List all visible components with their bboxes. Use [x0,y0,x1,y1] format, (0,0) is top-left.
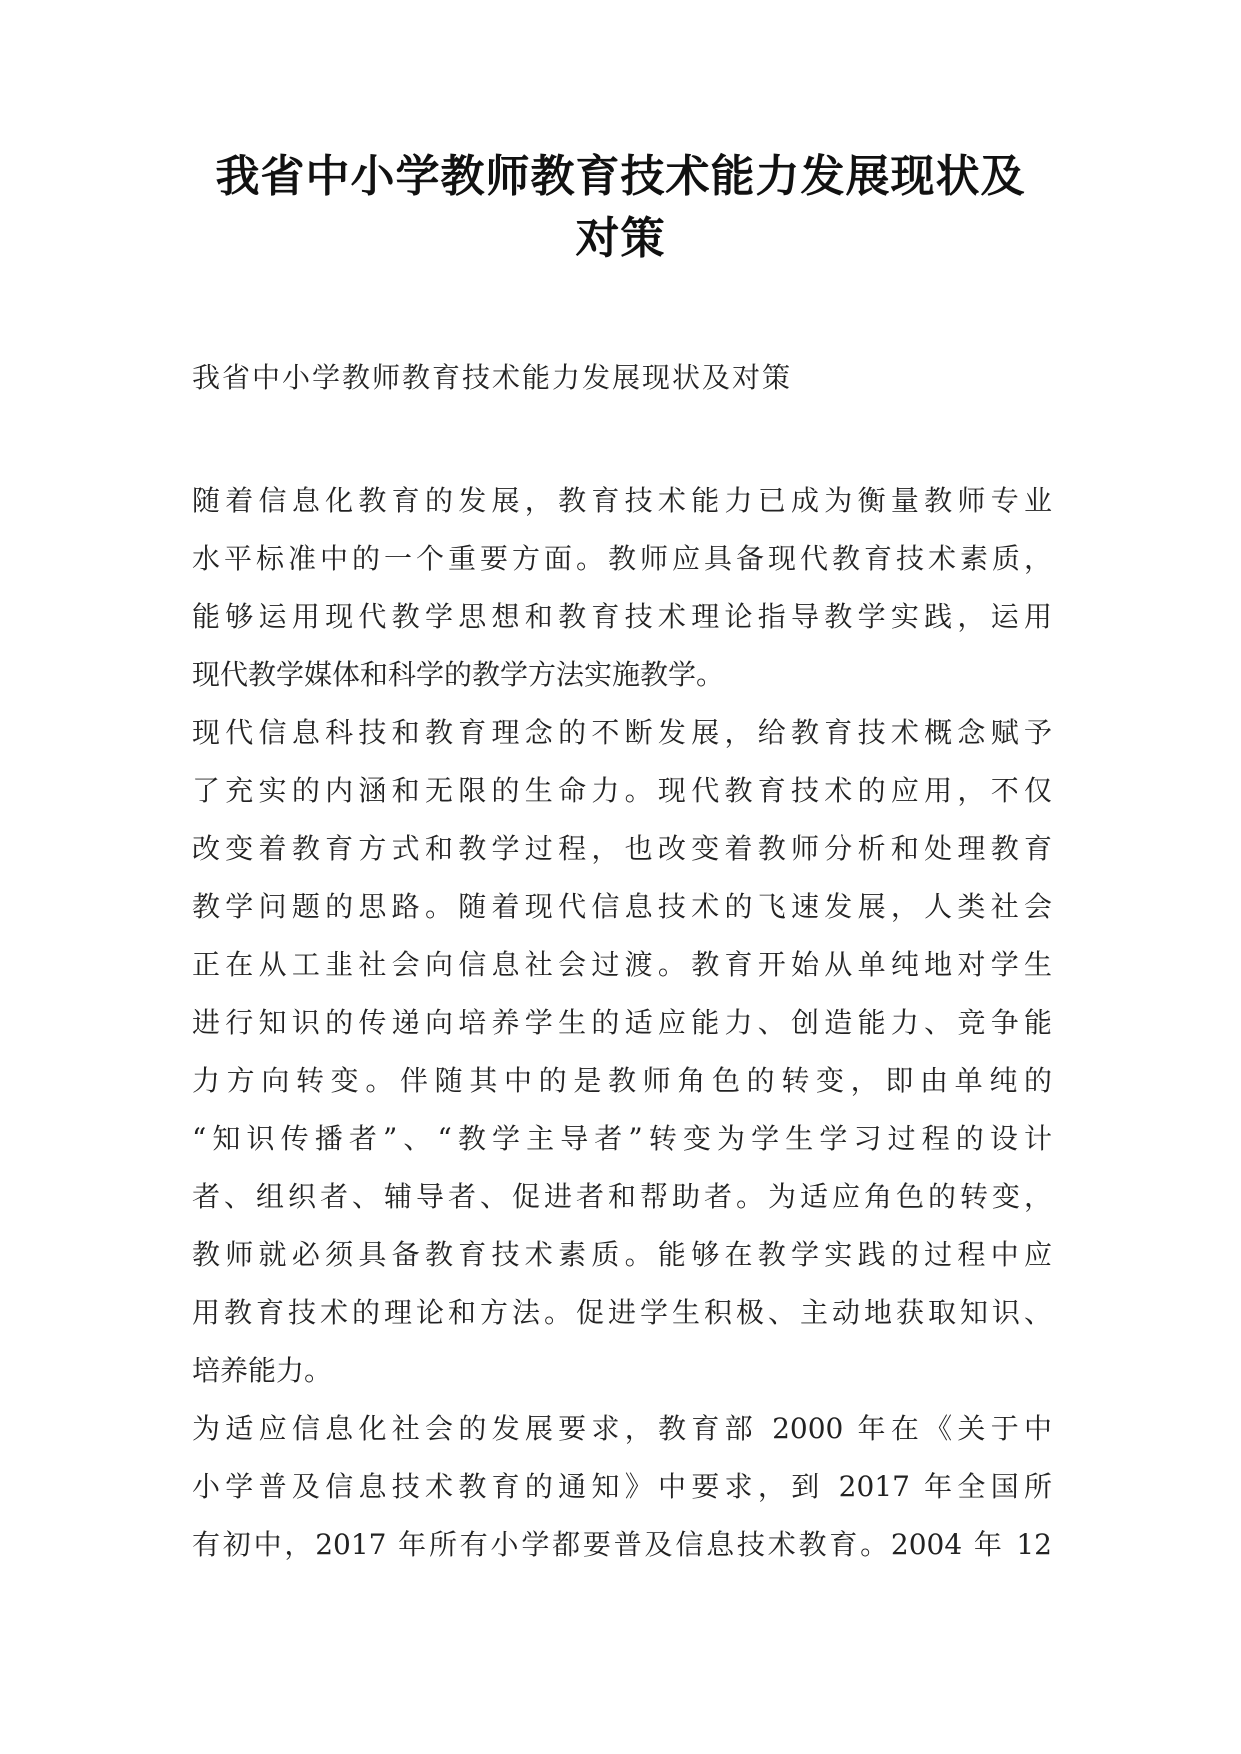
text-line: 能够运用现代教学思想和教育技术理论指导教学实践，运用 [192,600,1052,633]
text-line: 了充实的内涵和无限的生命力。现代教育技术的应用，不仅 [192,774,1052,807]
document-title [150,146,1091,270]
text-line: 为适应信息化社会的发展要求，教育部 2000 年在《关于中 [192,1412,1052,1445]
title-line-2: 对策 [575,213,666,264]
text-line: 者、组织者、辅导者、促进者和帮助者。为适应角色的转变， [192,1180,1052,1213]
text-line: 培养能力。 [192,1354,333,1387]
text-line: 进行知识的传递向培养学生的适应能力、创造能力、竞争能 [192,1006,1052,1039]
text-line: 小学普及信息技术教育的通知》中要求，到 2017 年全国所 [192,1470,1052,1503]
text-line: 水平标准中的一个重要方面。教师应具备现代教育技术素质， [192,542,1052,575]
text-line: 改变着教育方式和教学过程，也改变着教师分析和处理教育 [192,832,1052,865]
text-line: 教师就必须具备教育技术素质。能够在教学实践的过程中应 [192,1238,1052,1271]
text-line: 教学问题的思路。随着现代信息技术的飞速发展，人类社会 [192,890,1052,923]
text-line: 力方向转变。伴随其中的是教师角色的转变，即由单纯的 [192,1064,1052,1097]
text-line: 现代信息科技和教育理念的不断发展，给教育技术概念赋予 [192,716,1052,749]
text-line: 现代教学媒体和科学的教学方法实施教学。 [192,658,725,691]
text-line: 有初中，2017 年所有小学都要普及信息技术教育。2004 年 12 [192,1528,1052,1561]
title-line-1: 我省中小学教师教育技术能力发展现状及 [215,151,1026,202]
document-subtitle: 我省中小学教师教育技术能力发展现状及对策 [192,361,793,394]
document-body [192,472,1052,1574]
text-line: “知识传播者”、“教学主导者”转变为学生学习过程的设计 [192,1122,1052,1155]
text-line: 随着信息化教育的发展，教育技术能力已成为衡量教师专业 [192,484,1052,517]
text-line: 正在从工韭社会向信息社会过渡。教育开始从单纯地对学生 [192,948,1052,981]
text-line: 用教育技术的理论和方法。促进学生积极、主动地获取知识、 [192,1296,1052,1329]
